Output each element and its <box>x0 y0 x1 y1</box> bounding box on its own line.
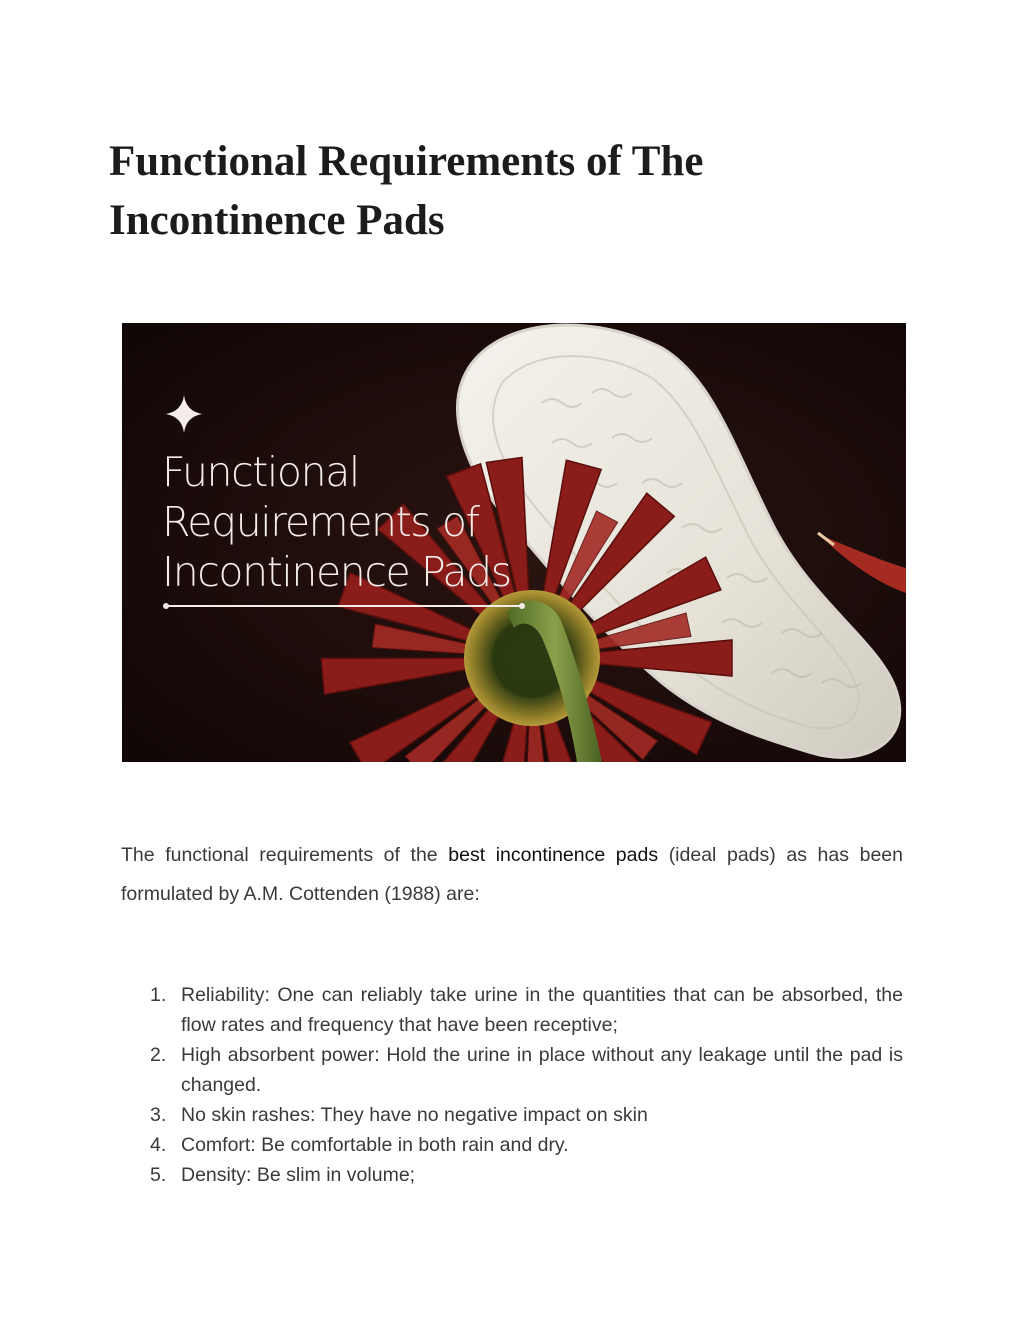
list-item-text: Reliability: One can reliably take urine in the quantities that can be absorbed, the flow rates and frequency that have been receptive; <box>181 984 903 1036</box>
list-item-number: 4. <box>150 1134 167 1156</box>
intro-text-after: (ideal pads) as has been formulated by A.M. Cottenden (1988) are: <box>121 844 903 905</box>
list-item-text: High absorbent power: Hold the urine in place without any leakage until the pad is changed. <box>181 1044 903 1096</box>
banner-heading <box>162 447 511 597</box>
list-item <box>150 980 903 1040</box>
list-item-number: 5. <box>150 1164 167 1186</box>
best-incontinence-pads-link[interactable]: best incontinence pads <box>448 844 659 866</box>
banner-heading-line: Incontinence Pads <box>162 548 511 596</box>
banner-heading-line: Requirements of <box>162 498 479 546</box>
list-item-text: Comfort: Be comfortable in both rain and dry. <box>181 1134 569 1156</box>
list-item <box>150 1100 903 1130</box>
intro-paragraph <box>121 836 903 914</box>
list-item-number: 2. <box>150 1044 167 1066</box>
list-item <box>150 1160 903 1190</box>
list-item <box>150 1040 903 1100</box>
list-item-number: 3. <box>150 1104 167 1126</box>
list-item <box>150 1130 903 1160</box>
list-item-text: No skin rashes: They have no negative impact on skin <box>181 1104 648 1126</box>
requirements-list <box>150 980 903 1190</box>
intro-text-before: The functional requirements of the <box>121 844 449 866</box>
list-item-number: 1. <box>150 984 167 1006</box>
banner-image <box>122 323 906 762</box>
page-title: Functional Requirements of The Incontinence Pads <box>109 138 704 244</box>
banner-heading-line: Functional <box>162 448 359 496</box>
list-item-text: Density: Be slim in volume; <box>181 1164 416 1186</box>
